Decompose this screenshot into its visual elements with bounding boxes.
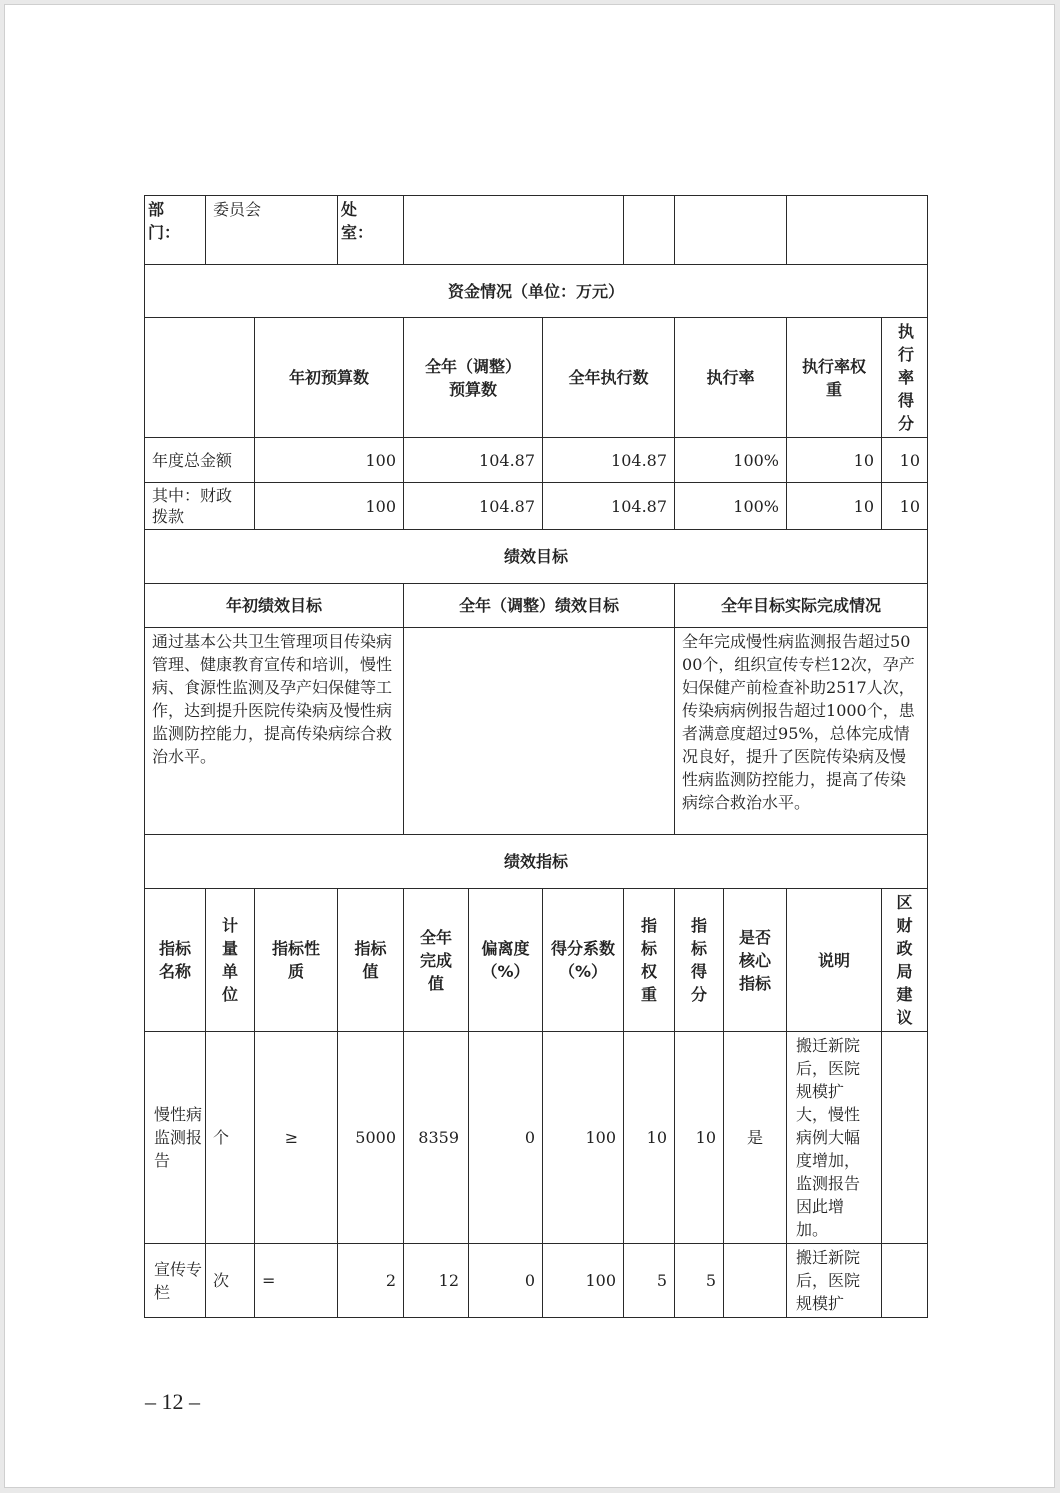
funds-cell: 104.87 <box>404 483 543 530</box>
ind-unit: 个 <box>206 1032 255 1244</box>
header-blank-cell <box>675 196 787 265</box>
funds-row-label: 年度总金额 <box>145 438 255 483</box>
ind-name: 慢性病监测报告 <box>145 1032 206 1244</box>
funds-header-row <box>145 318 928 438</box>
goals-section-title: 绩效目标 <box>145 530 928 584</box>
indicator-row <box>145 1244 928 1318</box>
ind-col-note: 说明 <box>787 889 882 1032</box>
funds-col-initial-budget: 年初预算数 <box>255 318 404 438</box>
page-number: – 12 – <box>145 1389 200 1414</box>
ind-col-coef: 得分系数（%） <box>543 889 624 1032</box>
funds-row-total <box>145 438 928 483</box>
ind-weight: 5 <box>624 1244 675 1318</box>
ind-col-actual: 全年完成值 <box>404 889 469 1032</box>
funds-cell: 104.87 <box>543 483 675 530</box>
dept-label: 部 门： <box>145 196 206 265</box>
document-page <box>4 4 1055 1488</box>
ind-score: 10 <box>675 1032 724 1244</box>
funds-cell: 10 <box>882 483 928 530</box>
funds-cell: 100 <box>255 483 404 530</box>
funds-corner-cell <box>145 318 255 438</box>
dept-value: 委员会 <box>206 196 338 265</box>
funds-cell: 10 <box>787 483 882 530</box>
office-label: 处 室： <box>338 196 404 265</box>
goals-col-adjusted: 全年（调整）绩效目标 <box>404 584 675 628</box>
ind-deviation: 0 <box>469 1244 543 1318</box>
ind-actual: 12 <box>404 1244 469 1318</box>
funds-cell: 100 <box>255 438 404 483</box>
goal-actual-text: 全年完成慢性病监测报告超过5000个，组织宣传专栏12次，孕产妇保健产前检查补助2517人次，传染病病例报告超过1000个，患者满意度超过95%，总体完成情况良好，提升了医院传染病及慢性病监测防控能力，提高了传染病综合救治水平。 <box>675 628 928 835</box>
funds-col-adjusted-budget: 全年（调整）预算数 <box>404 318 543 438</box>
ind-col-weight: 指标权重 <box>624 889 675 1032</box>
ind-target: 5000 <box>338 1032 404 1244</box>
funds-col-exec-score: 执行率得分 <box>882 318 928 438</box>
goals-content-row <box>145 628 928 835</box>
funds-row-fiscal <box>145 483 928 530</box>
ind-weight: 10 <box>624 1032 675 1244</box>
ind-deviation: 0 <box>469 1032 543 1244</box>
funds-row-label: 其中：财政拨款 <box>145 483 255 530</box>
ind-col-name: 指标名称 <box>145 889 206 1032</box>
indicators-header-row <box>145 889 928 1032</box>
performance-table <box>144 195 928 1318</box>
ind-score: 5 <box>675 1244 724 1318</box>
goals-header-row <box>145 584 928 628</box>
header-blank-cell <box>787 196 928 265</box>
funds-section-title: 资金情况（单位：万元） <box>145 265 928 318</box>
ind-note: 搬迁新院后，医院规模扩大，慢性病例大幅度增加，监测报告因此增加。 <box>787 1032 882 1244</box>
funds-col-exec-weight: 执行率权重 <box>787 318 882 438</box>
ind-col-unit: 计量单位 <box>206 889 255 1032</box>
header-blank-cell <box>624 196 675 265</box>
header-row <box>145 196 928 265</box>
ind-core: 是 <box>724 1032 787 1244</box>
ind-advice <box>882 1032 928 1244</box>
ind-name: 宣传专栏 <box>145 1244 206 1318</box>
ind-advice <box>882 1244 928 1318</box>
ind-coef: 100 <box>543 1032 624 1244</box>
funds-cell: 104.87 <box>543 438 675 483</box>
office-value <box>404 196 624 265</box>
funds-cell: 100% <box>675 483 787 530</box>
funds-cell: 100% <box>675 438 787 483</box>
indicator-row <box>145 1032 928 1244</box>
indicators-section-title: 绩效指标 <box>145 835 928 889</box>
funds-cell: 10 <box>787 438 882 483</box>
ind-actual: 8359 <box>404 1032 469 1244</box>
ind-col-core: 是否核心指标 <box>724 889 787 1032</box>
ind-col-score: 指标得分 <box>675 889 724 1032</box>
ind-nature: ≥ <box>255 1032 338 1244</box>
ind-nature: = <box>255 1244 338 1318</box>
ind-unit: 次 <box>206 1244 255 1318</box>
goal-initial-text: 通过基本公共卫生管理项目传染病管理、健康教育宣传和培训，慢性病、食源性监测及孕产妇保健等工作，达到提升医院传染病及慢性病监测防控能力，提高传染病综合救治水平。 <box>145 628 404 835</box>
ind-core <box>724 1244 787 1318</box>
goals-col-actual: 全年目标实际完成情况 <box>675 584 928 628</box>
goals-col-initial: 年初绩效目标 <box>145 584 404 628</box>
ind-col-nature: 指标性质 <box>255 889 338 1032</box>
funds-col-executed: 全年执行数 <box>543 318 675 438</box>
ind-col-deviation: 偏离度（%） <box>469 889 543 1032</box>
ind-target: 2 <box>338 1244 404 1318</box>
funds-col-exec-rate: 执行率 <box>675 318 787 438</box>
ind-coef: 100 <box>543 1244 624 1318</box>
funds-cell: 104.87 <box>404 438 543 483</box>
funds-cell: 10 <box>882 438 928 483</box>
ind-note: 搬迁新院后，医院规模扩 <box>787 1244 882 1318</box>
ind-col-target: 指标值 <box>338 889 404 1032</box>
goal-adjusted-text <box>404 628 675 835</box>
ind-col-advice: 区财政局建议 <box>882 889 928 1032</box>
